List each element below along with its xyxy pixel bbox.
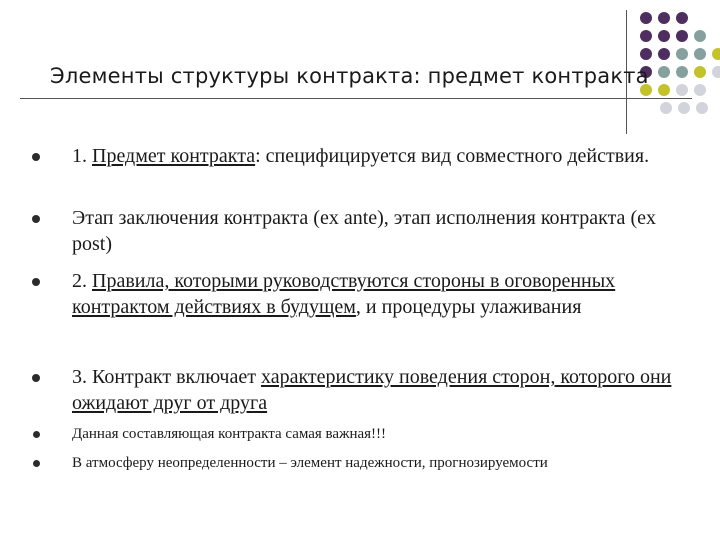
- bullet-dot: [32, 215, 40, 223]
- bullet-text: , и процедуры улаживания: [355, 296, 582, 318]
- bullet-dot: [32, 153, 40, 161]
- bullet-item-6: [72, 452, 682, 474]
- bullet-text: 2.: [72, 270, 92, 292]
- bullet-text: Данная составляющая контракта самая важная!!!: [72, 426, 387, 442]
- bullet-text: Этап заключения контракта (ex ante), этап исполнения контракта (ex post): [72, 207, 656, 255]
- bullet-text: 1.: [72, 145, 92, 167]
- bullet-text: Правила, которыми руководствуются стороны в оговоренных контрактом действиях в будущем: [72, 270, 616, 318]
- slide-title: Элементы структуры контракта: предмет контракта: [50, 64, 649, 88]
- bullet-text: 3. Контракт включает: [72, 366, 261, 388]
- bullet-item-2: [72, 205, 682, 257]
- bullet-text: В атмосферу неопределенности – элемент надежности, прогнозируемости: [72, 455, 548, 471]
- bullet-item-4: [72, 364, 682, 416]
- bullet-dot: [33, 460, 40, 467]
- bullet-text: характеристику поведения сторон, которого они ожидают друг от друга: [72, 366, 672, 414]
- bullet-text: : специфицируется вид совместного действия.: [255, 145, 650, 167]
- bullet-item-3: [72, 268, 682, 320]
- bullet-dot: [32, 374, 40, 382]
- bullet-dot: [32, 278, 40, 286]
- bullet-dot: [33, 431, 40, 438]
- bullet-text: Предмет контракта: [92, 145, 256, 167]
- bullet-item-5: [72, 423, 682, 445]
- bullet-item-1: [72, 143, 682, 169]
